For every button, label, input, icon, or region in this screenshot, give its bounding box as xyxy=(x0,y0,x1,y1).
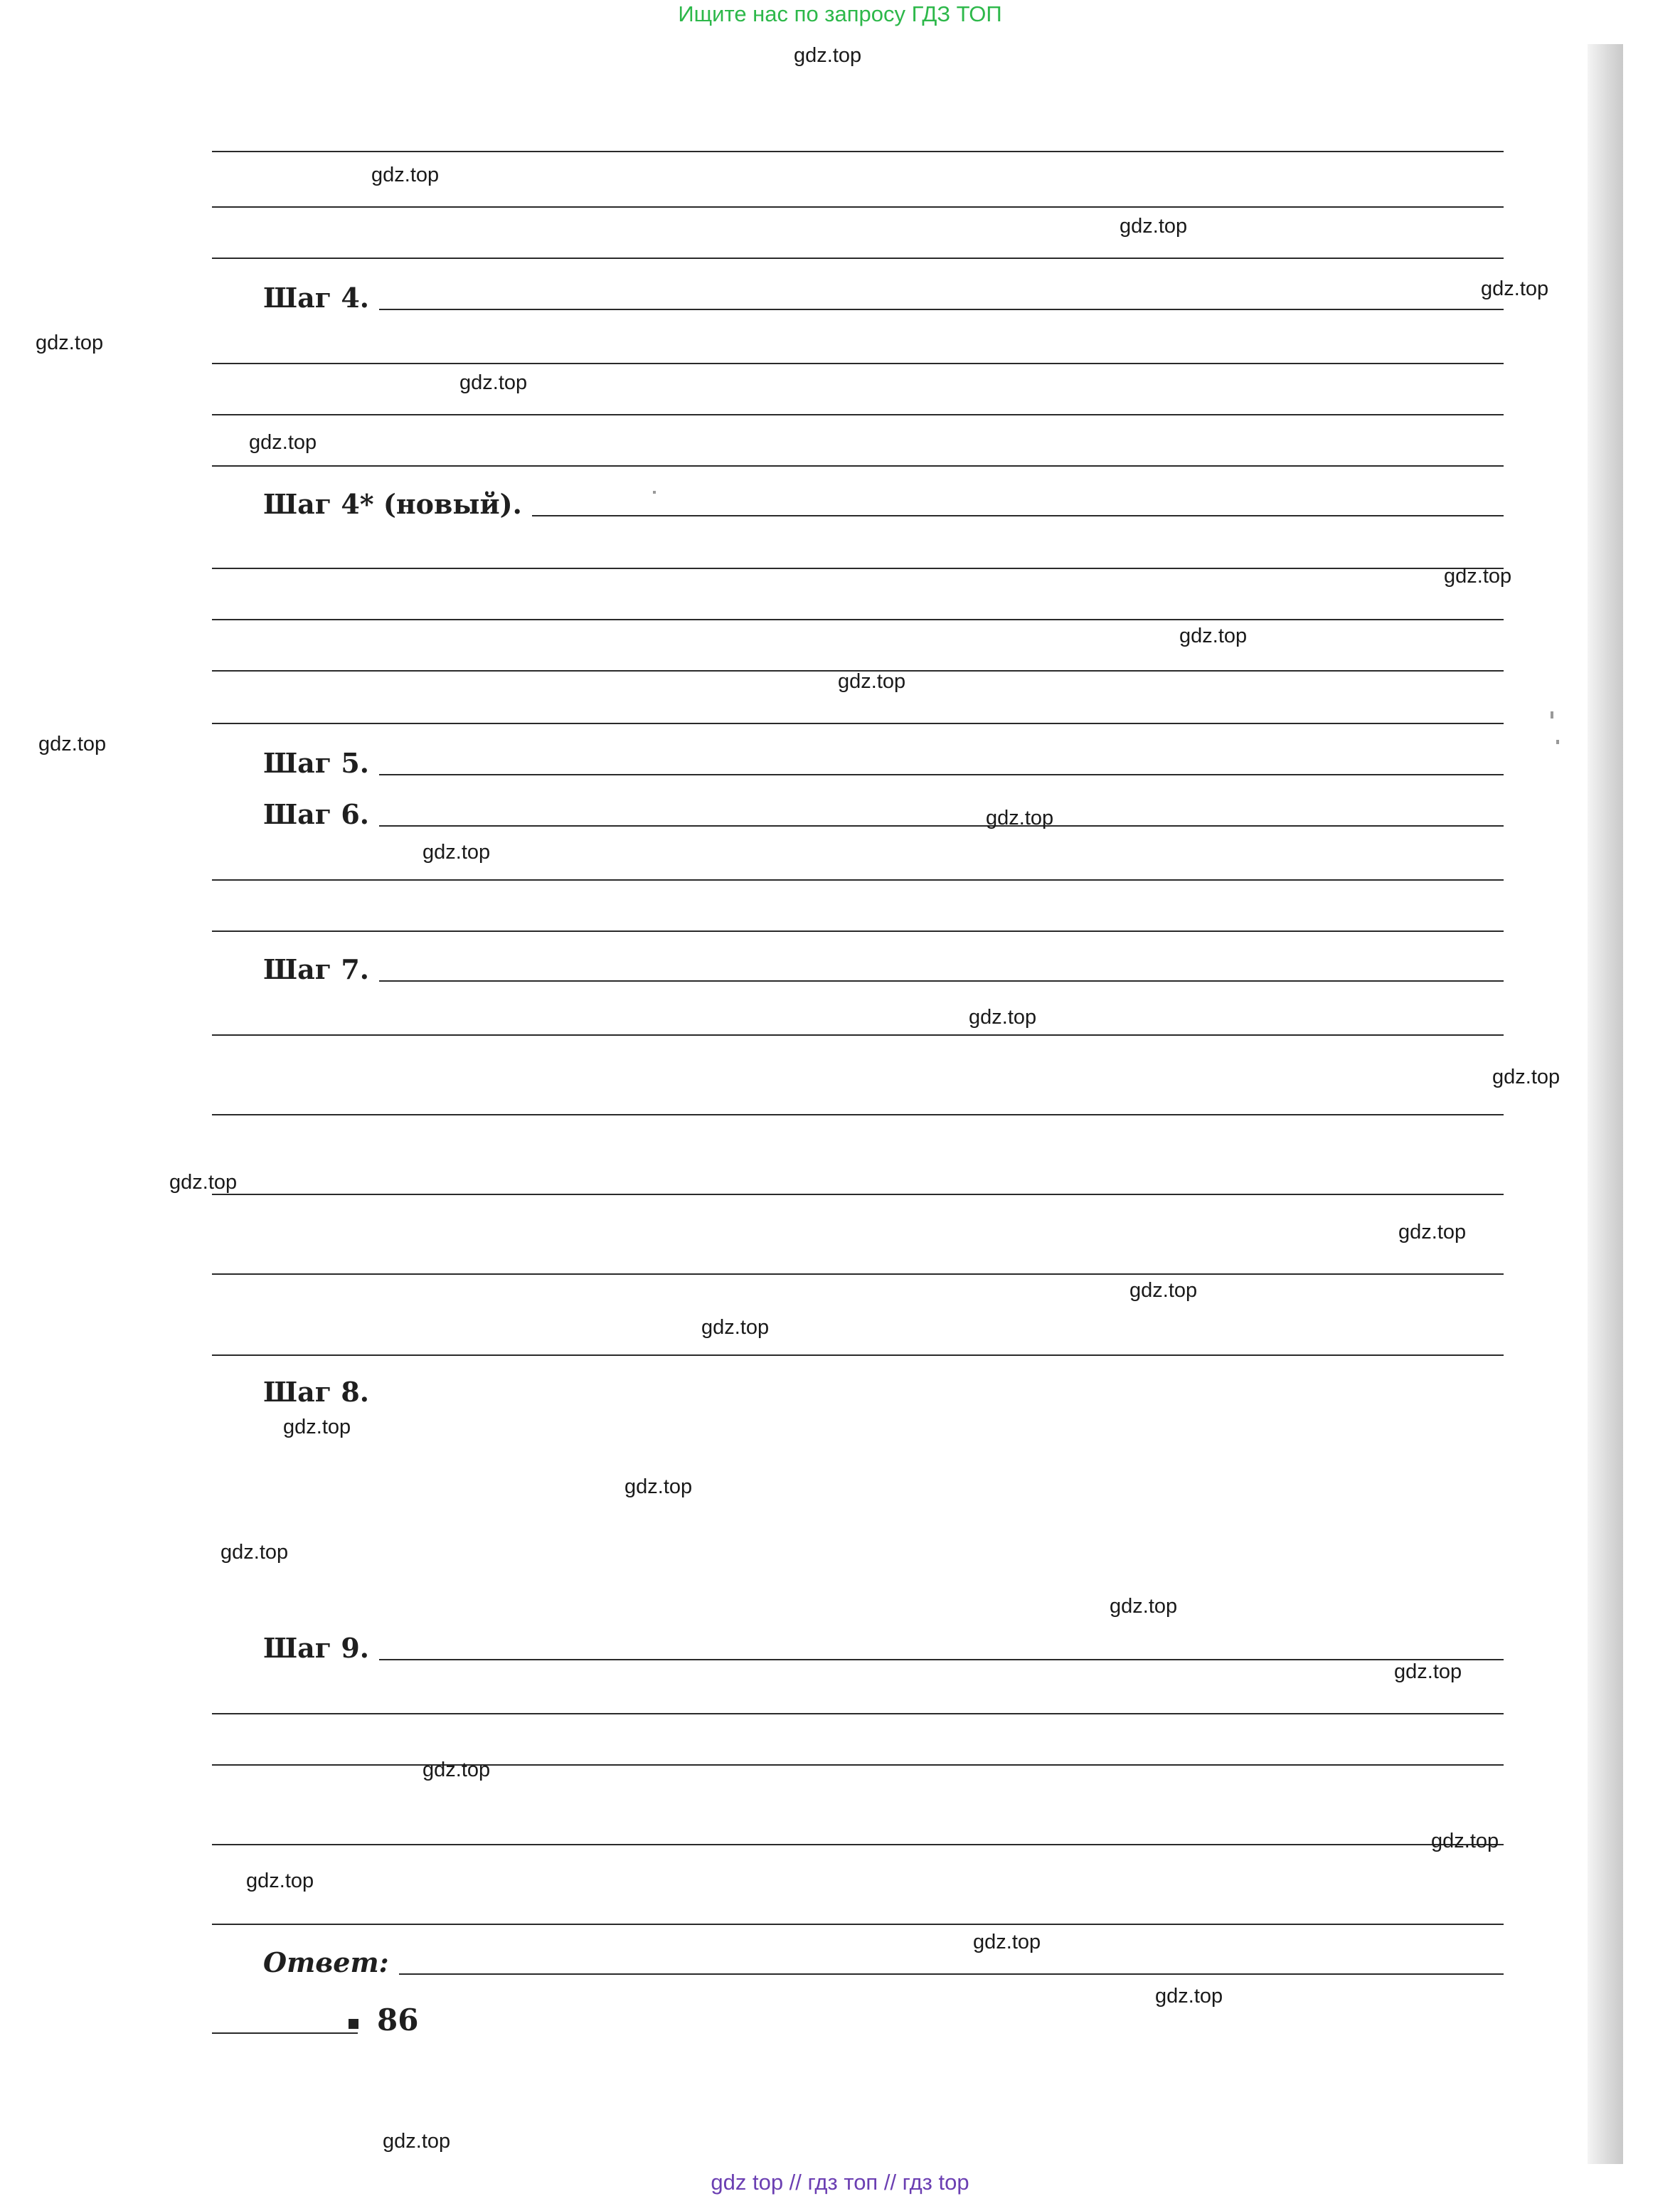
watermark: gdz.top xyxy=(422,841,491,864)
writing-line xyxy=(212,619,1504,620)
watermark: gdz.top xyxy=(220,1541,289,1564)
writing-line xyxy=(212,930,1504,932)
header-search-hint: Ищите нас по запросу ГДЗ ТОП xyxy=(678,1,1002,26)
writing-line xyxy=(379,774,1504,775)
watermark: gdz.top xyxy=(38,733,107,755)
step-8-row xyxy=(212,1376,1504,1409)
watermark: gdz.top xyxy=(371,164,440,186)
writing-line xyxy=(212,414,1504,415)
watermark: gdz.top xyxy=(383,2130,451,2153)
writing-line xyxy=(399,1973,1504,1975)
writing-line xyxy=(212,1034,1504,1036)
writing-line xyxy=(212,1713,1504,1714)
writing-line xyxy=(212,1764,1504,1766)
watermark: gdz.top xyxy=(249,431,317,454)
writing-line xyxy=(212,1924,1504,1925)
step-4-new-label: Шаг 4* (новый). xyxy=(263,488,522,520)
watermark: gdz.top xyxy=(1129,1279,1198,1302)
page-number: 86 xyxy=(377,2003,419,2037)
step-9-label: Шаг 9. xyxy=(263,1632,369,1664)
writing-line xyxy=(212,206,1504,208)
watermark: gdz.top xyxy=(1398,1221,1467,1243)
page-number-rule xyxy=(212,2032,358,2034)
scan-speck xyxy=(1556,740,1559,744)
page-binding-shadow xyxy=(1588,44,1623,2164)
watermark: gdz.top xyxy=(986,807,1054,829)
watermark: gdz.top xyxy=(169,1171,238,1194)
writing-line xyxy=(212,151,1504,152)
step-8-label: Шаг 8. xyxy=(263,1376,369,1408)
watermark: gdz.top xyxy=(36,332,104,354)
watermark: gdz.top xyxy=(838,670,906,693)
step-6-label: Шаг 6. xyxy=(263,798,369,830)
writing-line xyxy=(212,1354,1504,1356)
writing-line xyxy=(379,309,1504,310)
watermark: gdz.top xyxy=(1110,1595,1178,1618)
watermark: gdz.top xyxy=(459,371,528,394)
writing-line xyxy=(532,515,1504,516)
writing-line xyxy=(212,568,1504,569)
writing-line xyxy=(379,1659,1504,1660)
writing-line xyxy=(212,879,1504,881)
step-7-row xyxy=(212,953,1504,986)
watermark: gdz.top xyxy=(969,1006,1037,1029)
page-number-marker xyxy=(349,2019,358,2029)
step-9-row xyxy=(212,1632,1504,1665)
watermark: gdz.top xyxy=(701,1316,770,1339)
watermark: gdz.top xyxy=(1179,625,1248,647)
watermark: gdz.top xyxy=(246,1870,314,1892)
writing-line xyxy=(379,980,1504,982)
step-6-row xyxy=(212,798,1504,831)
scan-speck xyxy=(1551,711,1553,718)
watermark: gdz.top xyxy=(283,1416,351,1438)
scan-speck xyxy=(653,491,656,494)
watermark: gdz.top xyxy=(973,1931,1041,1953)
watermark: gdz.top xyxy=(1155,1985,1223,2008)
writing-line xyxy=(212,258,1504,259)
step-4-new-row xyxy=(212,488,1504,521)
step-7-label: Шаг 7. xyxy=(263,953,369,985)
writing-line xyxy=(379,825,1504,827)
writing-line xyxy=(212,723,1504,724)
writing-line xyxy=(212,1194,1504,1195)
writing-line xyxy=(212,1273,1504,1275)
step-4-label: Шаг 4. xyxy=(263,282,369,314)
watermark: gdz.top xyxy=(1481,277,1549,300)
watermark: gdz.top xyxy=(1394,1660,1462,1683)
writing-line xyxy=(212,363,1504,364)
footer-links: gdz top // гдз топ // гдз top xyxy=(711,2170,969,2195)
watermark: gdz.top xyxy=(624,1475,693,1498)
writing-line xyxy=(212,1844,1504,1845)
step-5-label: Шаг 5. xyxy=(263,747,369,779)
step-4-row xyxy=(212,282,1504,314)
watermark: gdz.top xyxy=(794,44,862,67)
watermark: gdz.top xyxy=(1492,1066,1561,1088)
writing-line xyxy=(212,465,1504,467)
watermark: gdz.top xyxy=(1120,215,1188,238)
writing-line xyxy=(212,1114,1504,1115)
step-5-row xyxy=(212,747,1504,780)
watermark: gdz.top xyxy=(1444,565,1512,588)
answer-row xyxy=(212,1946,1504,1979)
watermark: gdz.top xyxy=(1431,1830,1499,1852)
watermark: gdz.top xyxy=(422,1759,491,1781)
answer-label: Ответ: xyxy=(263,1946,389,1978)
